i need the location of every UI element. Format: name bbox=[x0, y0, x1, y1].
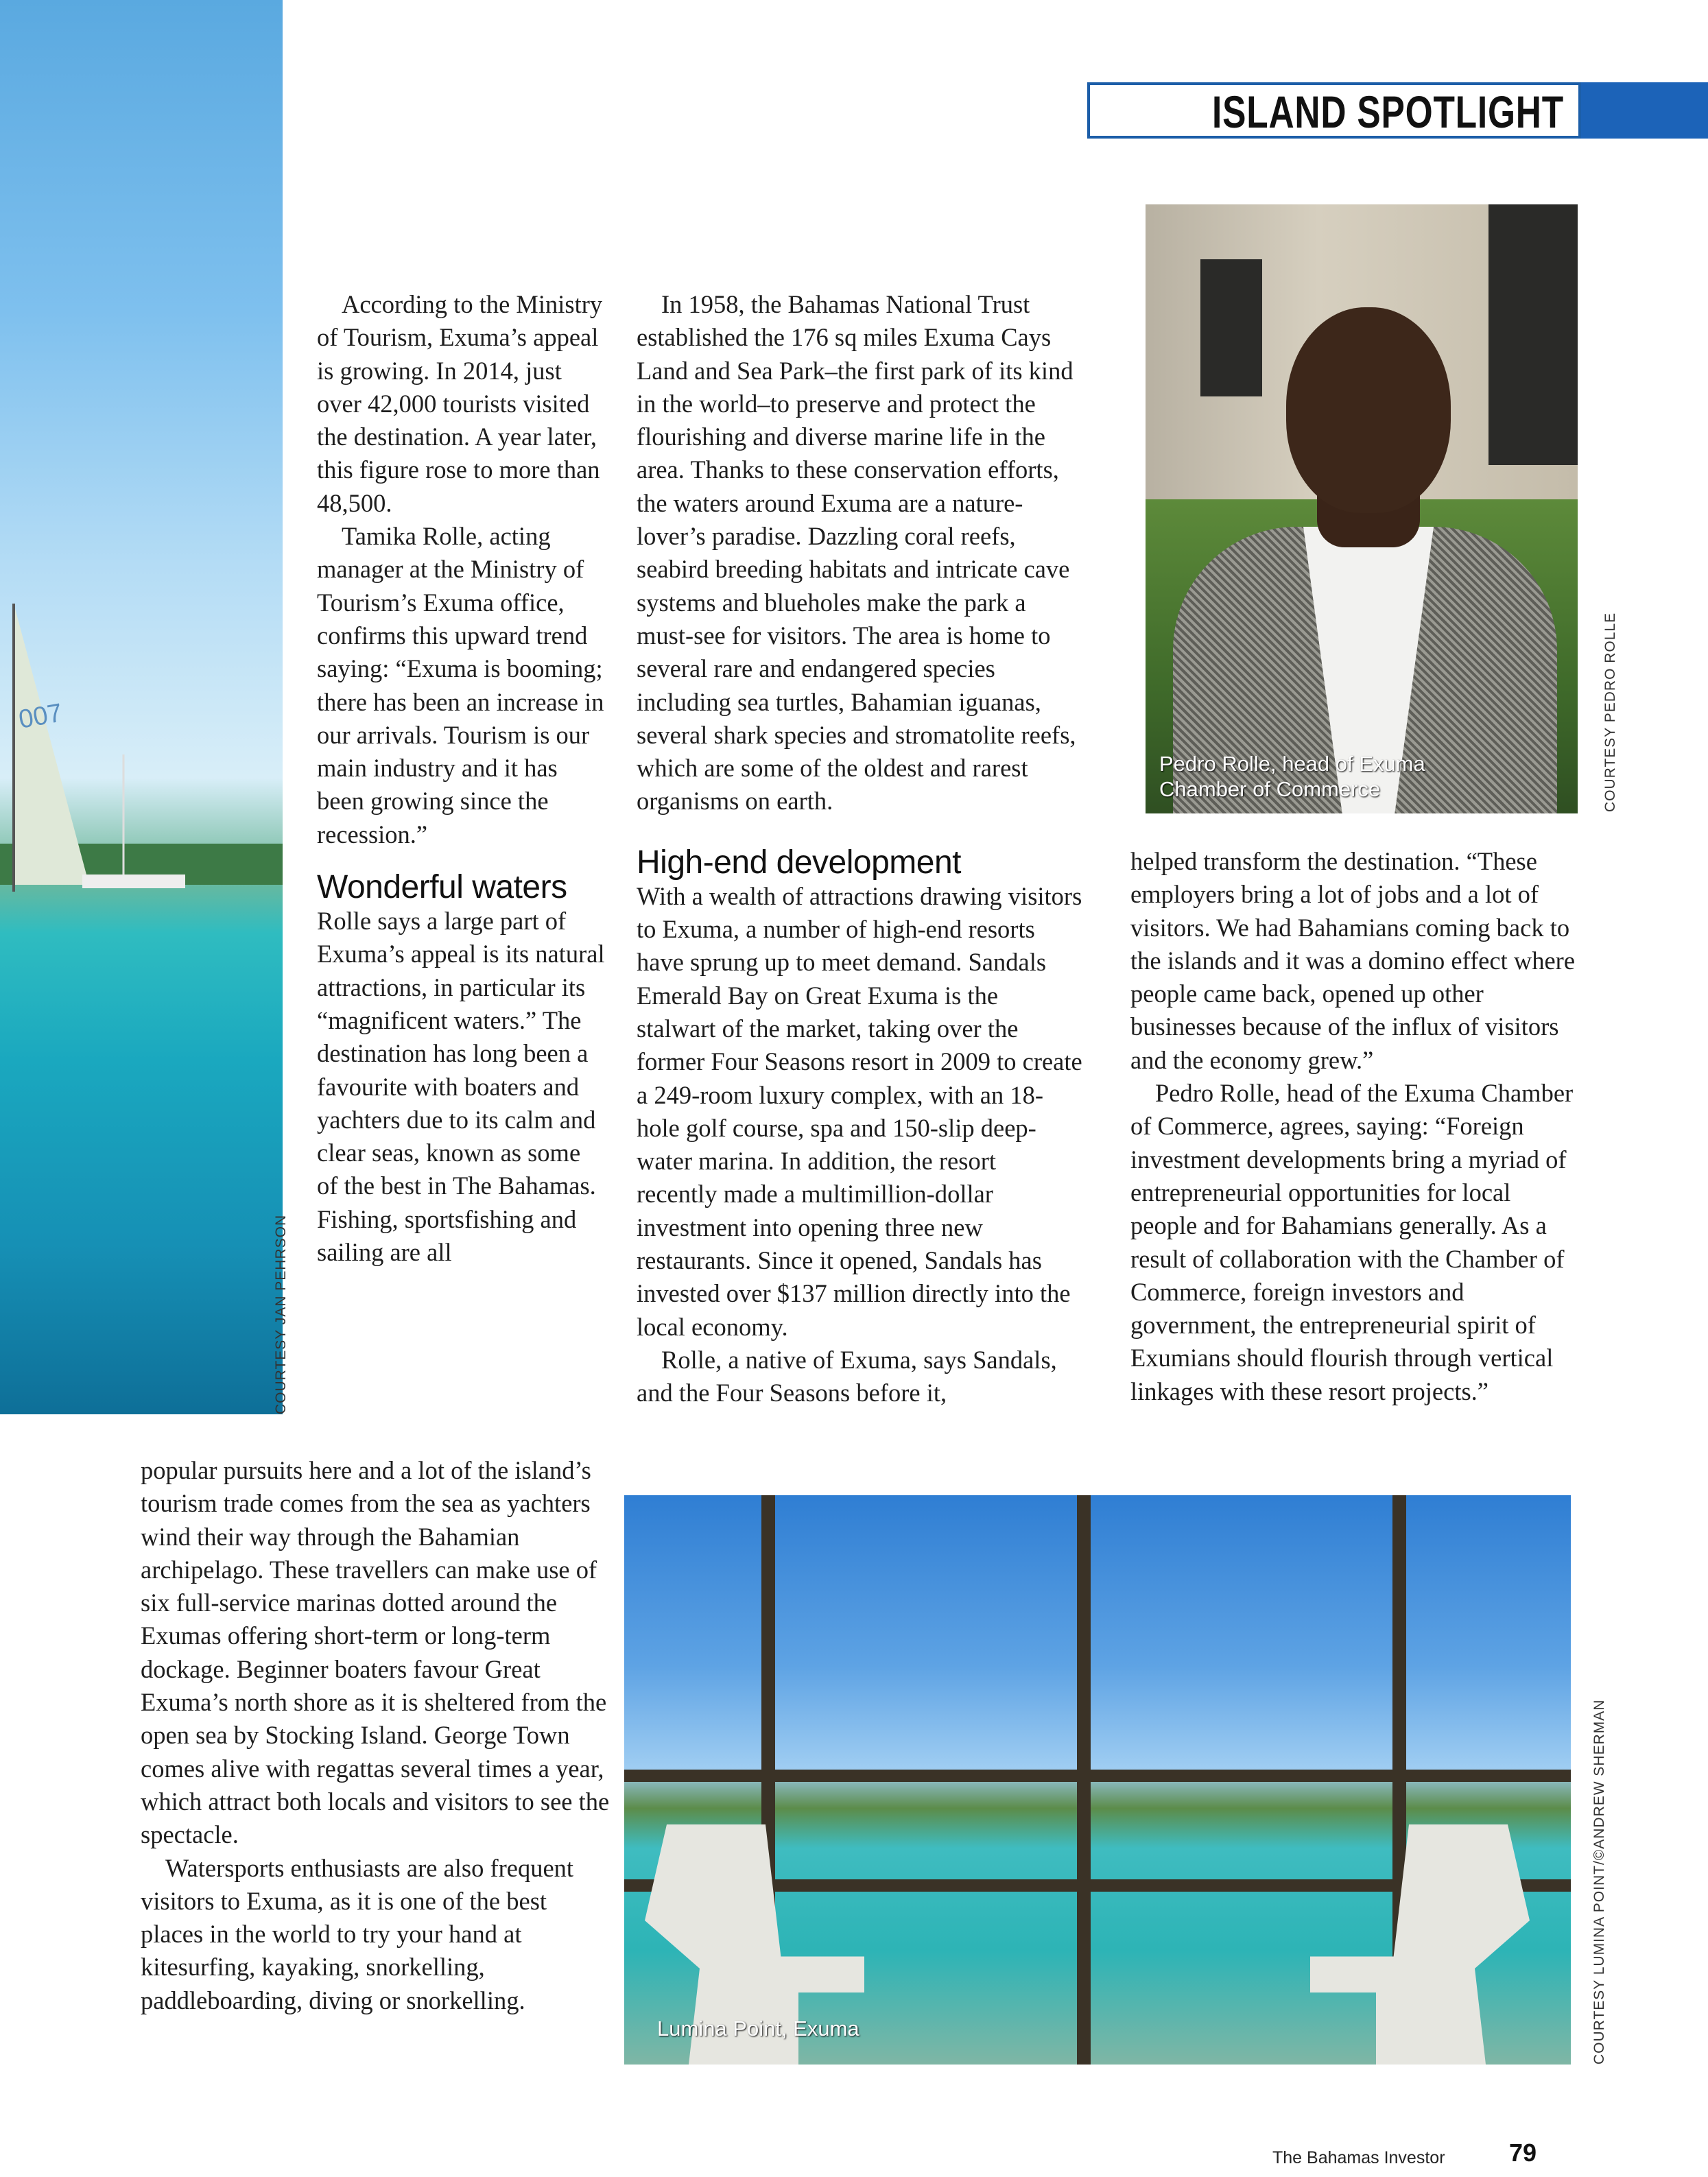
window bbox=[1200, 259, 1262, 396]
paragraph: Rolle, a native of Exuma, says Sandals, and the Four Seasons before it, bbox=[637, 1345, 1057, 1407]
lumina-credit: COURTESY LUMINA POINT/©ANDREW SHERMAN bbox=[1591, 1699, 1607, 2065]
distant-boat bbox=[82, 875, 185, 888]
paragraph: popular pursuits here and a lot of the island’s tourism trade comes from the sea as yachters wind their way through the Bahamian archipelago. These travellers can make use of six full-service marinas dotted around the Exumas offering short-term or long-term dockage. Beginner boaters favour Great Exuma’s north shore as it is sheltered from the open sea by Stocking Island. George Town comes alive with regattas several times a year, which attract both locals and visitors to see the spectacle. bbox=[141, 1456, 610, 1849]
footer-publication: The Bahamas Investor bbox=[1272, 2148, 1445, 2167]
column-1 bbox=[317, 288, 605, 1269]
paragraph: In 1958, the Bahamas National Trust established the 176 sq miles Exuma Cays Land and Sea Park–the first park of its kind in the world–to preserve and protect the flourishing and diverse marine life in the area. Thanks to these conservation efforts, the waters around Exuma are a nature-lover’s paradise. Dazzling coral reefs, seabird breeding habitats and intricate cave systems and blueholes make the park a must-see for visitors. The area is home to several rare and endangered species including sea turtles, Bahamian iguanas, several shark species and stromatolite reefs, which are some of the oldest and rarest organisms on earth. bbox=[637, 290, 1076, 816]
column-2 bbox=[637, 288, 1082, 1410]
subheading-high-end-development: High-end development bbox=[637, 844, 961, 881]
section-tag-bar bbox=[1581, 82, 1708, 139]
paragraph: With a wealth of attractions drawing visitors to Exuma, a number of high-end resorts have sprung up to meet demand. Sandals Emerald Bay on Great Exuma is the stalwart of the market, taking over the former Four Seasons resort in 2009 to create a 249-room luxury complex, with an 18-hole golf course, spa and 150-slip deep-water marina. In addition, the resort recently made a multimillion-dollar investment into opening three new restaurants. Since it opened, Sandals has invested over $137 million directly into the local economy. bbox=[637, 881, 1082, 1341]
railing bbox=[624, 1770, 1571, 1782]
column-1-continued bbox=[141, 1454, 614, 2017]
paragraph: Watersports enthusiasts are also frequent visitors to Exuma, as it is one of the best places in the world to try your hand at kitesurfing, kayaking, snorkelling, paddleboarding, diving or snorkelling. bbox=[141, 1853, 574, 2014]
sail bbox=[14, 604, 89, 885]
sail-number: 007 bbox=[16, 698, 64, 735]
sea-photo bbox=[0, 0, 283, 1414]
portrait-photo bbox=[1146, 204, 1578, 813]
portrait-caption: Pedro Rolle, head of Exuma Chamber of Commerce bbox=[1159, 752, 1425, 801]
paragraph: Rolle says a large part of Exuma’s appeal is its natural attractions, in particular its “magnificent waters.” The destination has long been a favourite with boaters and yachters due to its calm and clear seas, known as some of the best in The Bahamas. Fishing, sportsfishing and sailing are all bbox=[317, 907, 605, 1267]
page-number: 79 bbox=[1509, 2139, 1537, 2167]
paragraph: Pedro Rolle, head of the Exuma Chamber of Commerce, agrees, saying: “Foreign investment developments bring a myriad of entrepreneurial opportunities for local people and for Bahamians generally. As a result of collaboration with the Chamber of Commerce, foreign investors and government, the entrepreneurial spirit of Exumians should flourish through vertical linkages with these resort projects.” bbox=[1130, 1079, 1574, 1405]
subheading-wonderful-waters: Wonderful waters bbox=[317, 869, 567, 906]
sailboat-illustration bbox=[0, 0, 283, 1414]
lumina-point-photo bbox=[624, 1495, 1571, 2065]
portrait-credit: COURTESY PEDRO ROLLE bbox=[1602, 612, 1618, 812]
column-3 bbox=[1130, 845, 1583, 1408]
section-title: ISLAND SPOTLIGHT bbox=[1212, 86, 1564, 137]
paragraph: According to the Ministry of Tourism, Exuma’s appeal is growing. In 2014, just over 42,000 tourists visited the destination. A year later, this figure rose to more than 48,500. bbox=[317, 290, 603, 517]
sea-photo-credit: COURTESY JAN PEHRSON bbox=[273, 1214, 289, 1414]
head bbox=[1286, 307, 1451, 513]
lumina-caption: Lumina Point, Exuma bbox=[657, 2017, 859, 2041]
adirondack-chair bbox=[1310, 1824, 1530, 2065]
paragraph: Tamika Rolle, acting manager at the Ministry of Tourism’s Exuma office, confirms this upward trend saying: “Exuma is booming; there has been an increase in our arrivals. Tourism is our main industry and it has been growing since the recession.” bbox=[317, 522, 604, 848]
window bbox=[1488, 204, 1578, 465]
paragraph: helped transform the destination. “These employers bring a lot of jobs and a lot of visitors. We had Bahamians coming back to the islands and it was a domino effect where people came back, opened up other businesses because of the influx of visitors and the economy grew.” bbox=[1130, 847, 1576, 1074]
